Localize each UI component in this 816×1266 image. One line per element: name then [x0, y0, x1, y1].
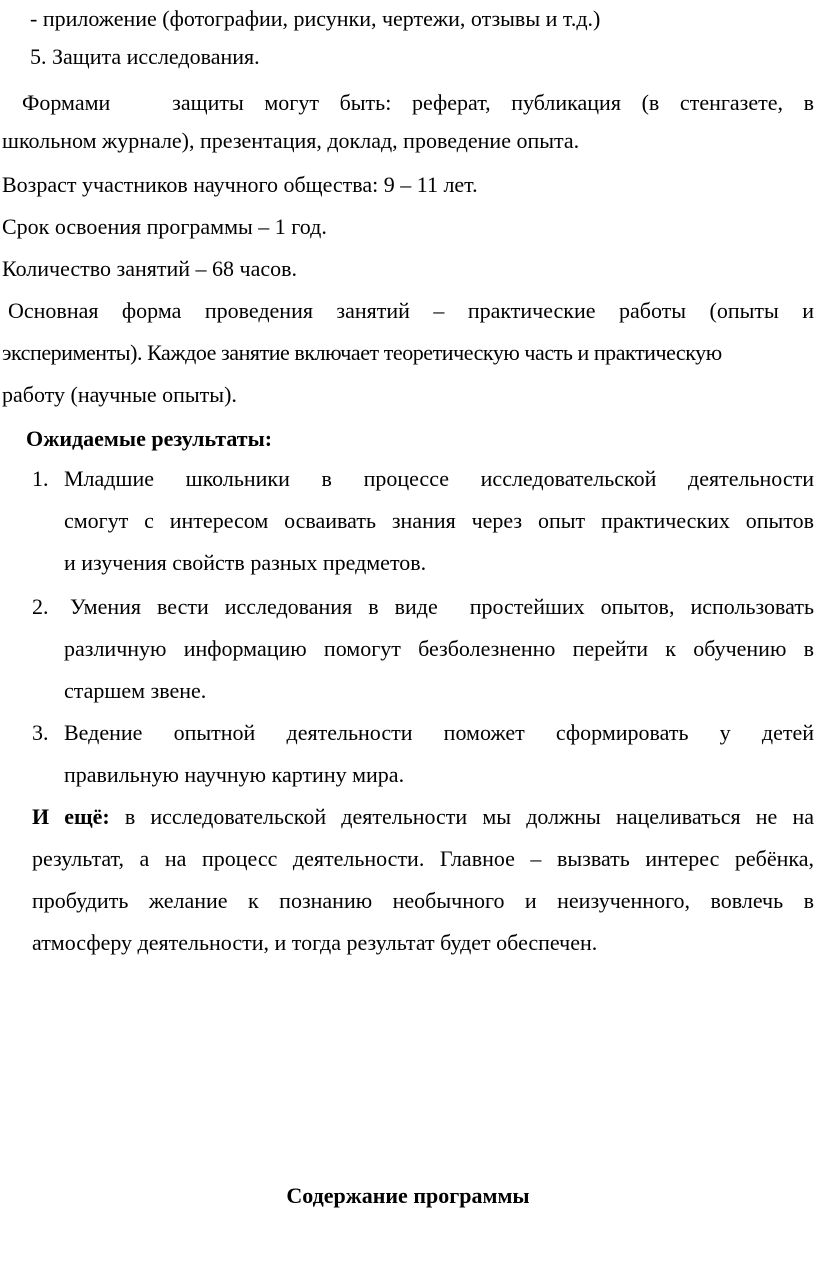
- forms-paragraph-line-2: школьном журнале), презентация, доклад, проведение опыта.: [2, 128, 580, 153]
- result-3-line-1: Ведение опытной деятельности поможет сформировать у детей: [64, 720, 814, 745]
- result-1-line-3: и изучения свойств разных предметов.: [64, 550, 427, 575]
- also-line-1: [32, 806, 814, 828]
- lessons-line: Количество занятий – 68 часов.: [2, 256, 298, 281]
- result-1-line-2: смогут с интересом осваивать знания через опыт практических опытов: [64, 508, 814, 533]
- also-label: И ещё:: [32, 804, 110, 829]
- term-line: Срок освоения программы – 1 год.: [2, 214, 327, 239]
- also-line-3: пробудить желание к познанию необычного и неизученного, вовлечь в: [32, 888, 814, 913]
- main-form-line-1: Основная форма проведения занятий – практические работы (опыты и: [8, 298, 814, 323]
- main-form-line-3: работу (научные опыты).: [2, 382, 237, 407]
- result-1-line-1: Младшие школьники в процессе исследовательской деятельности: [64, 466, 814, 491]
- results-heading: Ожидаемые результаты:: [26, 426, 273, 451]
- result-1-number: 1.: [32, 466, 49, 491]
- result-3-line-2: правильную научную картину мира.: [64, 762, 405, 787]
- also-line-2: результат, а на процесс деятельности. Главное – вызвать интерес ребёнка,: [32, 846, 814, 871]
- result-2-line-1: Умения вести исследования в виде простейших опытов, использовать: [70, 594, 814, 619]
- result-2-number: 2.: [32, 594, 49, 619]
- also-line-4: атмосферу деятельности, и тогда результат будет обеспечен.: [32, 930, 598, 955]
- result-2-line-2: различную информацию помогут безболезненно перейти к обучению в: [64, 636, 814, 661]
- contents-heading: Содержание программы: [286, 1183, 530, 1208]
- result-3-number: 3.: [32, 720, 49, 745]
- main-form-line-2: эксперименты). Каждое занятие включает теоретическую часть и практическую: [2, 340, 722, 365]
- age-line: Возраст участников научного общества: 9 – 11 лет.: [2, 172, 478, 197]
- also-line-1-text: в исследовательской деятельности мы должны нацеливаться не на: [109, 804, 814, 829]
- forms-paragraph-line-1: Формами защиты могут быть: реферат, публикация (в стенгазете, в: [22, 90, 814, 115]
- result-2-line-3: старшем звене.: [64, 678, 207, 703]
- appendix-line: - приложение (фотографии, рисунки, чертежи, отзывы и т.д.): [30, 6, 601, 31]
- defense-item: 5. Защита исследования.: [30, 44, 260, 69]
